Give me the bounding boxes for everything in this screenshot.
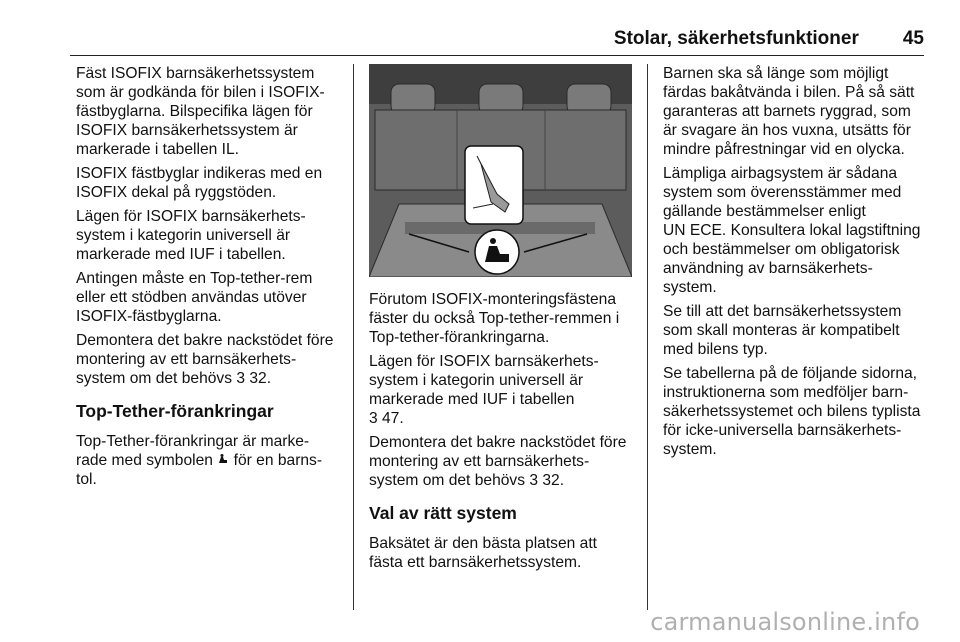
page-header [70,26,924,52]
paragraph [76,432,344,489]
paragraph: Lägen för ISOFIX barnsäkerhets- system i kategorin universell är markerade med IUF i tabellen. [76,208,306,263]
rear-seat-illustration [369,64,632,277]
page-number: 45 [902,28,924,49]
page-title: Stolar, säkerhetsfunktioner [613,28,859,49]
paragraph: Fäst ISOFIX barnsäkerhetssystem som är godkända för bilen i ISOFIX- fästbyglarna. Bilspecifika lägen för ISOFIX barnsäkerhetssystem är markerade i tabellen IL. [76,65,325,158]
footer-watermark: carmanualsonline.info [650,608,920,636]
column-divider-2 [647,64,648,610]
section-heading: Val av rätt system [369,503,517,523]
child-seat-anchor-icon [217,453,229,468]
paragraph: Se tabellerna på de följande sidorna, instruktionerna som medföljer barn- säkerhetssystemet och bilens typlista för icke-universella barnsäkerhets- system. [663,365,921,458]
paragraph: Baksätet är den bästa platsen att fästa ett barnsäkerhetssystem. [369,535,597,571]
column-3 [663,64,935,464]
paragraph: Lägen för ISOFIX barnsäkerhets- system i kategorin universell är markerade med IUF i tabellen 3 47. [369,353,599,427]
column-1 [76,64,344,494]
paragraph: Barnen ska så länge som möjligt färdas bakåtvända i bilen. På så sätt garanteras att barnets ryggrad, som är svagare än hos vuxna, utsätts för mindre påfrestningar vid en olycka. [663,65,915,158]
paragraph: Antingen måste en Top-tether-rem eller ett stödben användas utöver ISOFIX-fästbyglarna. [76,270,313,325]
paragraph: Demontera det bakre nackstödet före montering av ett barnsäkerhets- system om det behövs 3 32. [369,434,627,489]
paragraph-part: för en barns- tol. [76,452,323,488]
paragraph: Demontera det bakre nackstödet före montering av ett barnsäkerhets- system om det behövs 3 32. [76,332,334,387]
paragraph: Se till att det barnsäkerhetssystem som skall monteras är kompatibelt med bilens typ. [663,303,902,358]
column-divider-1 [353,64,354,610]
rear-seat-svg [369,64,632,277]
paragraph: ISOFIX fästbyglar indikeras med en ISOFIX dekal på ryggstöden. [76,165,323,201]
paragraph: Förutom ISOFIX-monteringsfästena fäster du också Top-tether-remmen i Top-tether-förankringarna. [369,291,620,346]
section-heading: Top-Tether-förankringar [76,401,274,421]
column-2 [369,64,639,577]
paragraph: Lämpliga airbagsystem är sådana system som överensstämmer med gällande bestämmelser enligt UN ECE. Konsultera lokal lagstiftning och bestämmelser om obligatorisk användning av barnsäkerhets- system. [663,165,921,296]
header-rule [70,55,924,56]
paragraph-part: Top-Tether-förankringar är marke- rade med symbolen [76,433,310,469]
